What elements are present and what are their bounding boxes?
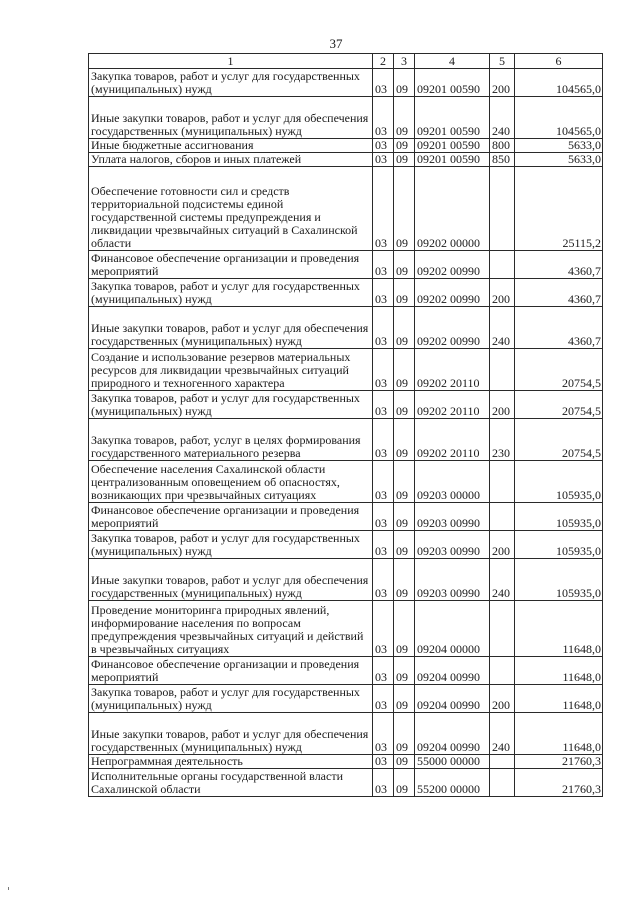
row-target-article: 09203 00990 [415, 559, 490, 601]
row-expense-type [490, 251, 515, 279]
row-expense-type: 850 [490, 153, 515, 167]
table-row [89, 391, 603, 419]
row-name: Закупка товаров, работ и услуг для государственных (муниципальных) нужд [89, 69, 373, 97]
row-target-article: 09204 00990 [415, 713, 490, 755]
row-target-article: 09202 20110 [415, 419, 490, 461]
table-row [89, 601, 603, 657]
row-section: 03 [373, 97, 394, 139]
row-section: 03 [373, 139, 394, 153]
row-section: 03 [373, 559, 394, 601]
row-name: Иные закупки товаров, работ и услуг для обеспечения государственных (муниципальных) нужд [89, 97, 373, 139]
row-name: Закупка товаров, работ и услуг для государственных (муниципальных) нужд [89, 531, 373, 559]
row-subsection: 09 [394, 349, 415, 391]
row-target-article: 09201 00590 [415, 153, 490, 167]
row-section: 03 [373, 307, 394, 349]
row-subsection: 09 [394, 685, 415, 713]
row-expense-type: 200 [490, 531, 515, 559]
row-expense-type [490, 503, 515, 531]
row-expense-type: 240 [490, 97, 515, 139]
row-expense-type [490, 601, 515, 657]
row-section: 03 [373, 531, 394, 559]
row-subsection: 09 [394, 69, 415, 97]
row-name: Иные закупки товаров, работ и услуг для обеспечения государственных (муниципальных) нужд [89, 713, 373, 755]
row-subsection: 09 [394, 461, 415, 503]
header-cell-subsection: 3 [394, 54, 415, 69]
row-subsection: 09 [394, 531, 415, 559]
row-sum: 21760,3 [515, 769, 603, 797]
table-row [89, 531, 603, 559]
row-sum: 21760,3 [515, 755, 603, 769]
table-row [89, 349, 603, 391]
row-section: 03 [373, 685, 394, 713]
row-name: Закупка товаров, работ и услуг для государственных (муниципальных) нужд [89, 391, 373, 419]
table-row [89, 755, 603, 769]
row-sum: 4360,7 [515, 279, 603, 307]
row-target-article: 09204 00990 [415, 657, 490, 685]
table-row [89, 685, 603, 713]
row-sum: 11648,0 [515, 685, 603, 713]
row-subsection: 09 [394, 755, 415, 769]
table-row [89, 167, 603, 251]
row-name: Закупка товаров, работ и услуг для государственных (муниципальных) нужд [89, 685, 373, 713]
row-section: 03 [373, 251, 394, 279]
row-target-article: 55000 00000 [415, 755, 490, 769]
row-section: 03 [373, 153, 394, 167]
table-row [89, 461, 603, 503]
table-row [89, 139, 603, 153]
row-expense-type [490, 755, 515, 769]
row-target-article: 09203 00990 [415, 503, 490, 531]
row-name: Закупка товаров, работ, услуг в целях формирования государственного материального резерва [89, 419, 373, 461]
header-cell-sum: 6 [515, 54, 603, 69]
row-section: 03 [373, 167, 394, 251]
row-target-article: 09202 00990 [415, 279, 490, 307]
table-row [89, 307, 603, 349]
row-subsection: 09 [394, 419, 415, 461]
scan-mark [8, 887, 9, 890]
table-row [89, 559, 603, 601]
row-expense-type: 240 [490, 713, 515, 755]
table-row [89, 769, 603, 797]
budget-table [88, 53, 603, 797]
page-number: 37 [329, 36, 343, 51]
row-name: Финансовое обеспечение организации и проведения мероприятий [89, 251, 373, 279]
row-name: Создание и использование резервов материальных ресурсов для ликвидации чрезвычайных ситуаций природного и техногенного характера [89, 349, 373, 391]
row-section: 03 [373, 419, 394, 461]
row-name: Иные закупки товаров, работ и услуг для обеспечения государственных (муниципальных) нужд [89, 307, 373, 349]
row-expense-type [490, 349, 515, 391]
row-name: Иные закупки товаров, работ и услуг для обеспечения государственных (муниципальных) нужд [89, 559, 373, 601]
row-subsection: 09 [394, 139, 415, 153]
table-row [89, 97, 603, 139]
row-subsection: 09 [394, 97, 415, 139]
header-row [89, 54, 603, 69]
table-row [89, 279, 603, 307]
row-target-article: 09204 00990 [415, 685, 490, 713]
row-sum: 4360,7 [515, 251, 603, 279]
row-target-article: 09201 00590 [415, 97, 490, 139]
row-section: 03 [373, 503, 394, 531]
row-sum: 20754,5 [515, 391, 603, 419]
row-expense-type: 240 [490, 559, 515, 601]
row-expense-type [490, 461, 515, 503]
row-name: Финансовое обеспечение организации и проведения мероприятий [89, 503, 373, 531]
row-expense-type: 240 [490, 307, 515, 349]
row-name: Финансовое обеспечение организации и проведения мероприятий [89, 657, 373, 685]
row-section: 03 [373, 755, 394, 769]
row-subsection: 09 [394, 391, 415, 419]
row-sum: 105935,0 [515, 503, 603, 531]
row-expense-type: 200 [490, 685, 515, 713]
row-name: Уплата налогов, сборов и иных платежей [89, 153, 373, 167]
row-section: 03 [373, 349, 394, 391]
row-target-article: 09202 20110 [415, 391, 490, 419]
row-expense-type [490, 769, 515, 797]
row-target-article: 55200 00000 [415, 769, 490, 797]
row-subsection: 09 [394, 307, 415, 349]
row-name: Обеспечение населения Сахалинской области централизованным оповещением об опасностях, возникающих при чрезвычайных ситуациях [89, 461, 373, 503]
row-subsection: 09 [394, 559, 415, 601]
row-expense-type [490, 167, 515, 251]
row-name: Непрограммная деятельность [89, 755, 373, 769]
header-cell-name: 1 [89, 54, 373, 69]
row-name: Закупка товаров, работ и услуг для государственных (муниципальных) нужд [89, 279, 373, 307]
row-sum: 105935,0 [515, 461, 603, 503]
row-sum: 20754,5 [515, 349, 603, 391]
row-expense-type: 200 [490, 391, 515, 419]
row-subsection: 09 [394, 713, 415, 755]
table-row [89, 153, 603, 167]
row-target-article: 09202 00000 [415, 167, 490, 251]
row-subsection: 09 [394, 153, 415, 167]
row-sum: 104565,0 [515, 97, 603, 139]
row-subsection: 09 [394, 601, 415, 657]
row-expense-type: 200 [490, 279, 515, 307]
row-sum: 25115,2 [515, 167, 603, 251]
row-sum: 5633,0 [515, 153, 603, 167]
row-sum: 105935,0 [515, 559, 603, 601]
header-cell-target-article: 4 [415, 54, 490, 69]
row-name: Исполнительные органы государственной власти Сахалинской области [89, 769, 373, 797]
row-target-article: 09203 00990 [415, 531, 490, 559]
row-section: 03 [373, 769, 394, 797]
row-target-article: 09202 20110 [415, 349, 490, 391]
table-row [89, 69, 603, 97]
row-section: 03 [373, 279, 394, 307]
table-body [89, 54, 603, 797]
row-expense-type: 230 [490, 419, 515, 461]
row-subsection: 09 [394, 167, 415, 251]
row-expense-type: 200 [490, 69, 515, 97]
table-row [89, 657, 603, 685]
row-subsection: 09 [394, 279, 415, 307]
row-target-article: 09204 00000 [415, 601, 490, 657]
row-section: 03 [373, 657, 394, 685]
row-section: 03 [373, 391, 394, 419]
row-sum: 11648,0 [515, 713, 603, 755]
row-name: Иные бюджетные ассигнования [89, 139, 373, 153]
row-section: 03 [373, 713, 394, 755]
row-name: Обеспечение готовности сил и средств территориальной подсистемы единой государственной системы предупреждения и ликвидации чрезвычайных ситуаций в Сахалинской области [89, 167, 373, 251]
header-cell-expense-type: 5 [490, 54, 515, 69]
row-sum: 20754,5 [515, 419, 603, 461]
row-sum: 4360,7 [515, 307, 603, 349]
row-subsection: 09 [394, 657, 415, 685]
row-section: 03 [373, 601, 394, 657]
row-sum: 5633,0 [515, 139, 603, 153]
row-section: 03 [373, 461, 394, 503]
row-target-article: 09202 00990 [415, 251, 490, 279]
row-name: Проведение мониторинга природных явлений, информирование населения по вопросам предупреждения чрезвычайных ситуаций и действий в чрезвычайных ситуациях [89, 601, 373, 657]
row-subsection: 09 [394, 503, 415, 531]
table-row [89, 419, 603, 461]
table-row [89, 503, 603, 531]
row-sum: 104565,0 [515, 69, 603, 97]
table-row [89, 251, 603, 279]
row-expense-type [490, 657, 515, 685]
row-sum: 11648,0 [515, 601, 603, 657]
row-subsection: 09 [394, 251, 415, 279]
row-sum: 105935,0 [515, 531, 603, 559]
row-expense-type: 800 [490, 139, 515, 153]
table-row [89, 713, 603, 755]
row-target-article: 09203 00000 [415, 461, 490, 503]
row-section: 03 [373, 69, 394, 97]
row-target-article: 09202 00990 [415, 307, 490, 349]
row-subsection: 09 [394, 769, 415, 797]
row-target-article: 09201 00590 [415, 139, 490, 153]
row-target-article: 09201 00590 [415, 69, 490, 97]
header-cell-section: 2 [373, 54, 394, 69]
row-sum: 11648,0 [515, 657, 603, 685]
